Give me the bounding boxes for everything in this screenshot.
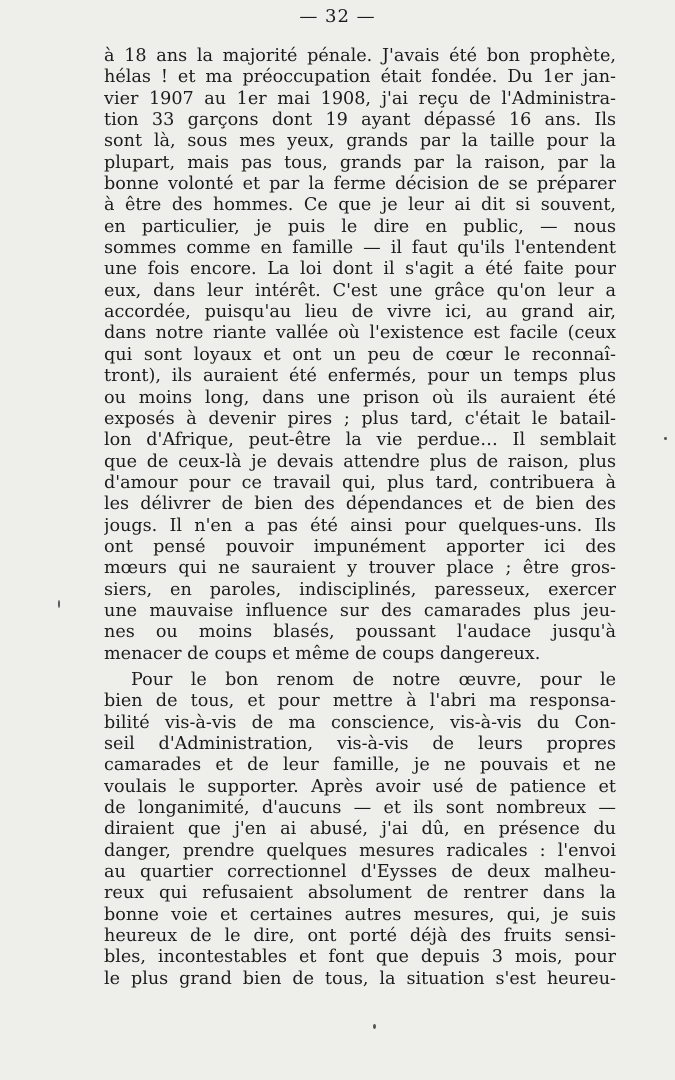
text-line: bonne volonté et par la ferme décision de se préparer [104, 174, 616, 195]
text-line: le plus grand bien de tous, la situation s'est heureu- [104, 968, 616, 989]
text-line: nes ou moins blasés, poussant l'audace jusqu'à [104, 622, 616, 643]
text-line: exposés à devenir pires ; plus tard, c'était le batail- [104, 408, 616, 429]
body-text [104, 46, 616, 990]
text-line: une mauvaise influence sur des camarades plus jeu- [104, 600, 616, 621]
text-line: sommes comme en famille — il faut qu'ils l'entendent [104, 238, 616, 259]
text-line: une fois encore. La loi dont il s'agit a été faite pour [104, 259, 616, 280]
text-line: que de ceux-là je devais attendre plus de raison, plus [104, 451, 616, 472]
text-line: menacer de coups et même de coups dangereux. [104, 643, 541, 664]
text-line: sont là, sous mes yeux, grands par la taille pour la [104, 131, 616, 152]
text-line: bilité vis-à-vis de ma conscience, vis-à-vis du Con- [104, 712, 616, 733]
text-line: diraient que j'en ai abusé, j'ai dû, en présence du [104, 819, 616, 840]
text-line: mœurs qui ne sauraient y trouver place ; être gros- [104, 558, 616, 579]
text-line: siers, en paroles, indisciplinés, paresseux, exercer [104, 579, 616, 600]
scan-speck [58, 600, 60, 608]
text-line: reux qui refusaient absolument de rentrer dans la [104, 883, 616, 904]
text-line: lon d'Afrique, peut-être la vie perdue… Il semblait [104, 430, 616, 451]
text-line: vier 1907 au 1er mai 1908, j'ai reçu de l'Administra- [104, 88, 616, 109]
scan-speck [664, 437, 667, 440]
text-line: camarades et de leur famille, je ne pouvais et ne [104, 755, 616, 776]
text-line: en particulier, je puis le dire en public, — nous [104, 216, 616, 237]
text-line: dans notre riante vallée où l'existence est facile (ceux [104, 323, 616, 344]
text-line: seil d'Administration, vis-à-vis de leurs propres [104, 734, 616, 754]
text-line: ont pensé pouvoir impunément apporter ici des [104, 536, 616, 557]
text-line: d'amour pour ce travail qui, plus tard, contribuera à [104, 472, 616, 493]
text-line: Pour le bon renom de notre œuvre, pour le [131, 669, 616, 690]
text-line: bonne voie et certaines autres mesures, qui, je suis [104, 904, 616, 925]
text-line: heureux de le dire, ont porté déjà des fruits sensi- [104, 926, 616, 947]
text-line: bien de tous, et pour mettre à l'abri ma responsa- [104, 691, 616, 712]
text-line: de longanimité, d'aucuns — et ils sont nombreux — [104, 798, 616, 819]
text-line: tront), ils auraient été enfermés, pour un temps plus [104, 366, 616, 387]
text-line: à être des hommes. Ce que je leur ai dit si souvent, [104, 195, 616, 216]
text-line: jougs. Il n'en a pas été ainsi pour quelques-uns. Ils [104, 515, 616, 536]
text-line: danger, prendre quelques mesures radicales : l'envoi [104, 840, 616, 861]
text-line: à 18 ans la majorité pénale. J'avais été bon prophète, [104, 46, 616, 66]
text-line: bles, incontestables et font que depuis 3 mois, pour [104, 947, 616, 968]
text-line: au quartier correctionnel d'Eysses de deux malheu- [104, 862, 616, 883]
page-number: — 32 — [299, 6, 376, 27]
text-line: plupart, mais pas tous, grands par la raison, par la [104, 152, 616, 173]
text-line: hélas ! et ma préoccupation était fondée. Du 1er jan- [104, 67, 616, 88]
text-line: tion 33 garçons dont 19 ayant dépassé 16 ans. Ils [104, 110, 616, 131]
text-line: eux, dans leur intérêt. C'est une grâce qu'on leur a [104, 280, 616, 301]
text-line: voulais le supporter. Après avoir usé de patience et [104, 776, 616, 797]
text-line: accordée, puisqu'au lieu de vivre ici, au grand air, [104, 302, 616, 323]
scan-speck [373, 1024, 376, 1029]
text-line: les délivrer de bien des dépendances et de bien des [104, 494, 616, 515]
text-line: ou moins long, dans une prison où ils auraient été [104, 387, 616, 408]
text-line: qui sont loyaux et ont un peu de cœur le reconnaî- [104, 344, 616, 365]
